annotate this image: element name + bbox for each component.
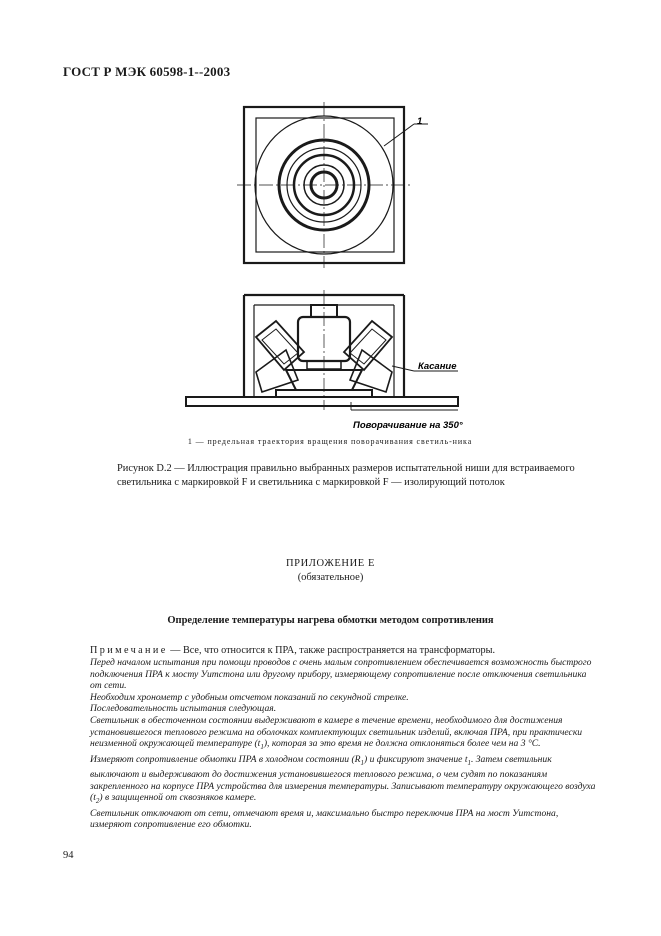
figure-d2-drawing: [0, 0, 661, 440]
figure-note: 1 — предельная траектория вращения поворачивания светиль-ника: [187, 437, 473, 446]
paragraph-2: Необходим хронометр с удобным отсчетом показаний по секундной стрелке.: [90, 691, 409, 703]
body-text: [90, 644, 598, 831]
note-text: — Все, что относится к ПРА, также распространяется на трансформаторы.: [170, 645, 496, 656]
figure-label-contact: Касание: [418, 361, 457, 372]
note-label: Примечание: [90, 645, 168, 656]
page-number: 94: [63, 850, 74, 861]
annex-title: ПРИЛОЖЕНИЕ Е: [285, 558, 376, 569]
ceiling-plate: [186, 397, 458, 406]
paragraph-3: Последовательность испытания следующая.: [90, 703, 277, 715]
paragraph-4: Светильник в обесточенном состоянии выдерживают в камере в течение времени, необходимого для достижения установившегося теплового режима на оболочках комплектующих светильник изделий, включая ПРА, при практически неизменной окружающей температуре $(t_1)$, которая за это время не должна отклоняться более чем на 3 °С.: [90, 714, 583, 752]
note-paragraph: [90, 644, 598, 657]
document-header: ГОСТ Р МЭК 60598-1--2003: [63, 64, 231, 79]
figure-label-1: 1: [417, 116, 423, 127]
paragraph-6: Светильник отключают от сети, отмечают время и, максимально быстро переключив ПРА на мост Уитстона, измеряют сопротивление его обмотки.: [90, 807, 559, 831]
figure-label-rotation: Поворачивание на 350°: [353, 420, 463, 431]
paragraph-5: Измеряют сопротивление обмотки ПРА в холодном состоянии $(R_1)$ и фиксируют значение $t_1$. Затем светильник выключают и выдерживают до достижения установившегося теплового режима, о чем судят по показаниям закрепленного на корпусе ПРА устройства для измерения температуры. Записывают температуру окружающего воздуха $(t_2)$ в защищенной от сквозняков камере.: [90, 753, 596, 806]
section-heading: Определение температуры нагрева обмотки методом сопротивления: [167, 615, 494, 626]
figure-caption: Рисунок D.2 — Иллюстрация правильно выбранных размеров испытательной ниши для встраиваемого светильника с маркировкой F и светильника с маркировкой F — изолирующий потолок: [117, 463, 575, 488]
annex-subtitle: (обязательное): [297, 572, 364, 583]
paragraph-1: Перед началом испытания при помощи проводов с очень малым сопротивлением обеспечивается возможность быстрого подключения ПРА к мосту Уитстона или другому прибору, измеряющему сопротивление после отключения светильника от сети.: [90, 657, 592, 692]
